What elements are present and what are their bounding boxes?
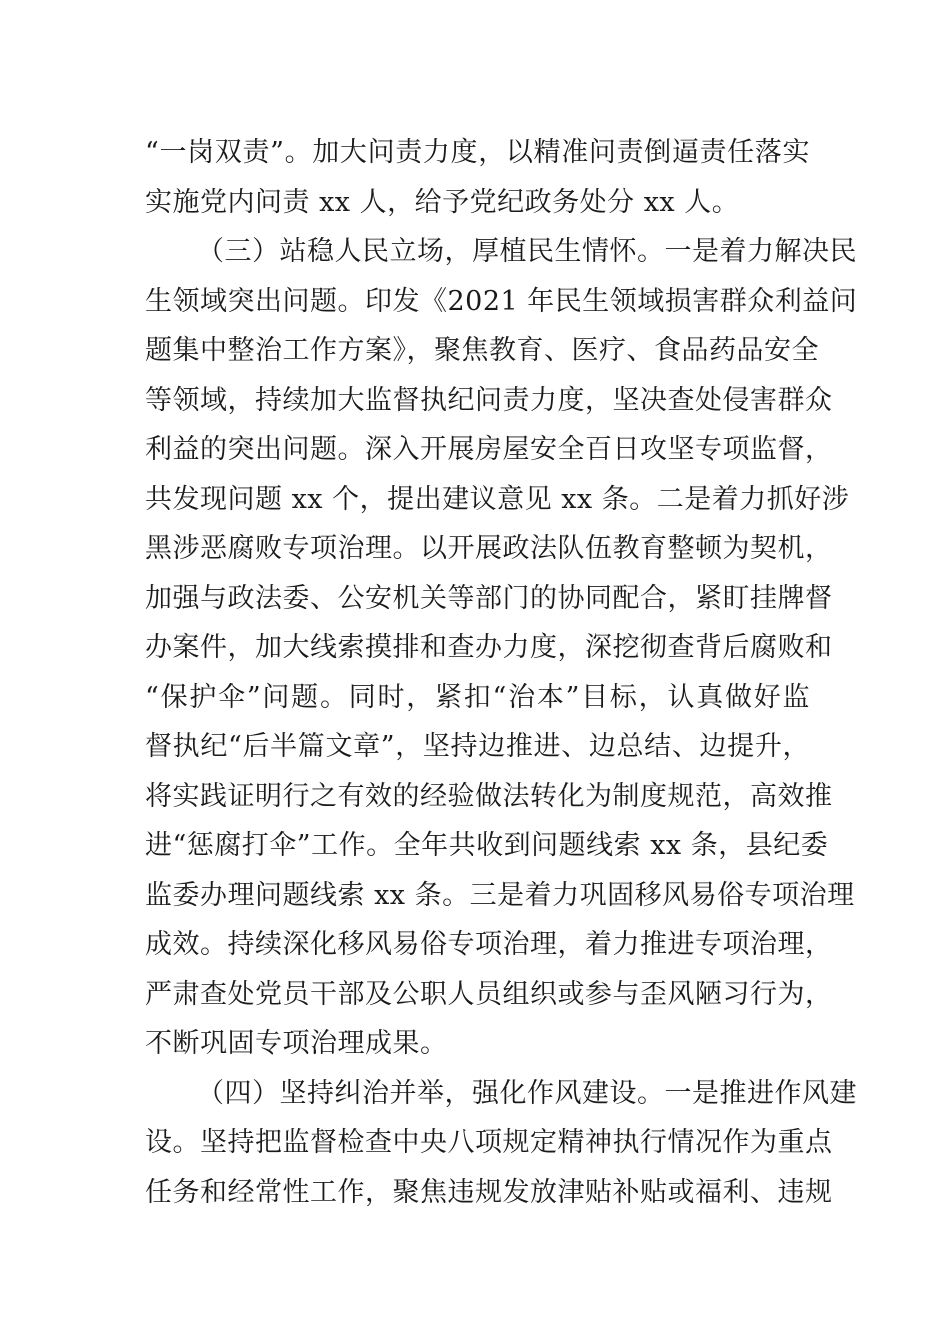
paragraph-line: 严肃查处党员干部及公职人员组织或参与歪风陋习行为，	[145, 978, 833, 1010]
paragraph-line: （四）坚持纠治并举，强化作风建设。一是推进作风建	[197, 1077, 857, 1109]
paragraph-line: 生领域突出问题。印发《2021 年民生领域损害群众利益问	[145, 285, 858, 317]
paragraph-line: 进“惩腐打伞”工作。全年共收到问题线索 xx 条，县纪委	[145, 830, 829, 861]
paragraph-line: 黑涉恶腐败专项治理。以开展政法队伍教育整顿为契机，	[145, 533, 833, 564]
paragraph-line: （三）站稳人民立场，厚植民生情怀。一是着力解决民	[197, 236, 857, 267]
paragraph-line: 共发现问题 xx 个，提出建议意见 xx 条。二是着力抓好涉	[145, 483, 850, 515]
paragraph-line: 设。坚持把监督检查中央八项规定精神执行情况作为重点	[145, 1127, 833, 1158]
paragraph-line: 等领域，持续加大监督执纪问责力度，坚决查处侵害群众	[145, 384, 833, 416]
paragraph-line: 监委办理问题线索 xx 条。三是着力巩固移风易俗专项治理	[145, 879, 855, 911]
paragraph-line: 成效。持续深化移风易俗专项治理，着力推进专项治理，	[145, 929, 833, 960]
document-body	[145, 128, 858, 1217]
paragraph-line: 将实践证明行之有效的经验做法转化为制度规范，高效推	[145, 780, 833, 812]
paragraph-line: “保护伞”问题。同时，紧扣“治本”目标，认真做好监	[145, 681, 810, 713]
paragraph-line: 任务和经常性工作，聚焦违规发放津贴补贴或福利、违规	[145, 1176, 833, 1208]
paragraph-line: 实施党内问责 xx 人，给予党纪政务处分 xx 人。	[145, 186, 740, 218]
paragraph-line: 题集中整治工作方案》，聚焦教育、医疗、食品药品安全	[145, 335, 819, 366]
paragraph-line: 不断巩固专项治理成果。	[145, 1028, 448, 1059]
paragraph-line: 督执纪“后半篇文章”，坚持边推进、边总结、边提升，	[145, 731, 810, 762]
paragraph-line: 加强与政法委、公安机关等部门的协同配合，紧盯挂牌督	[145, 582, 833, 614]
paragraph-line: 利益的突出问题。深入开展房屋安全百日攻坚专项监督，	[145, 434, 833, 465]
paragraph-line: 办案件，加大线索摸排和查办力度，深挖彻查背后腐败和	[145, 632, 833, 663]
paragraph-line: “一岗双责”。加大问责力度，以精准问责倒逼责任落实	[145, 137, 810, 168]
